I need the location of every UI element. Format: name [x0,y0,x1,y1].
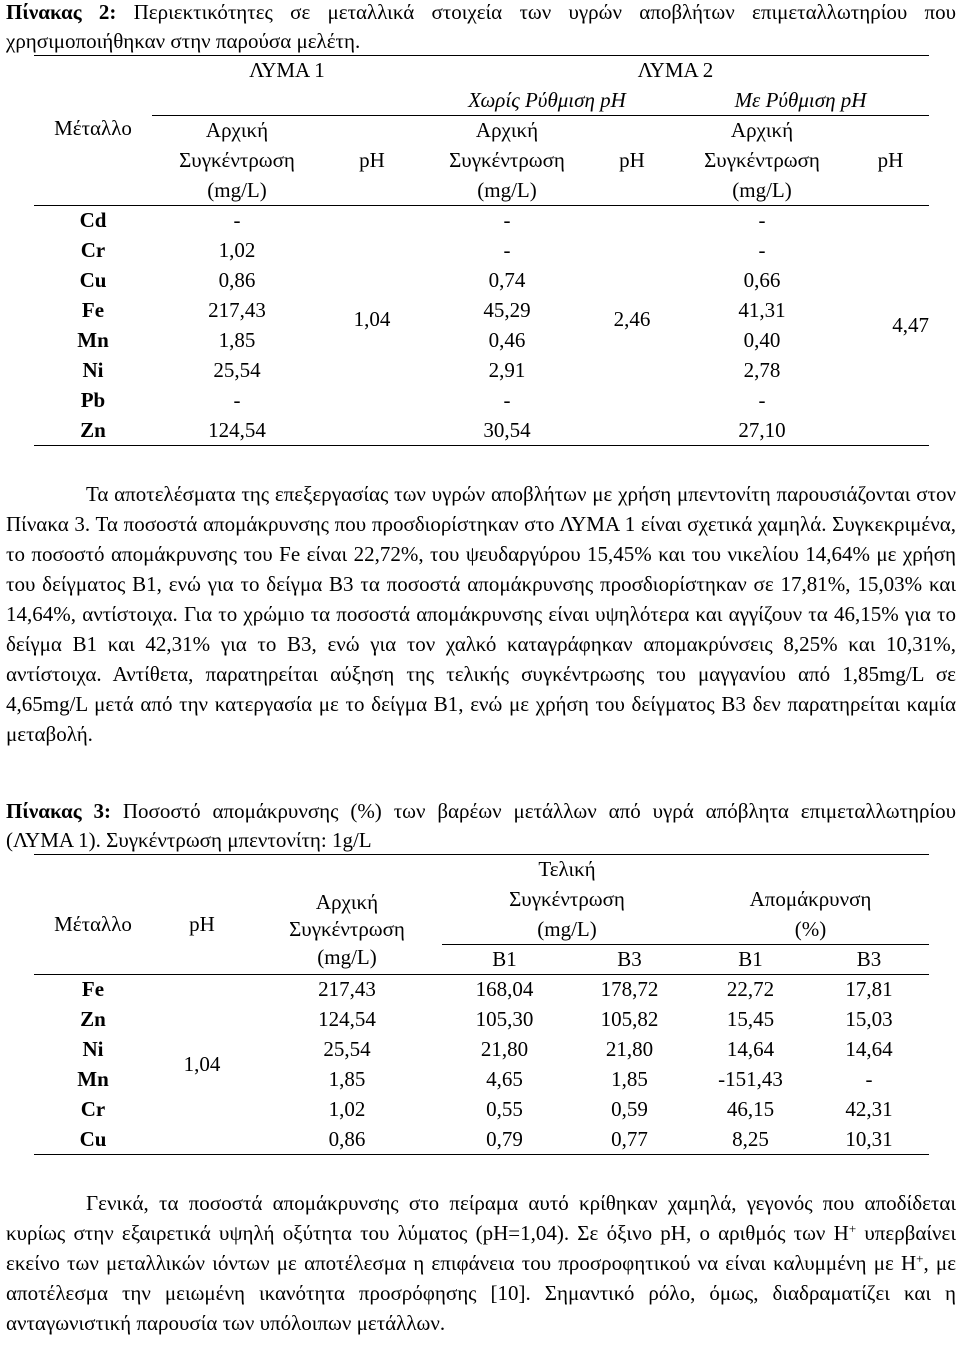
removal-b3-cell: 42,31 [845,1097,893,1121]
removal-b1-cell: -151,43 [718,1067,783,1091]
lyma2-with-ph-conc-cell: - [758,238,766,262]
initial-conc-header-l2: Συγκέντρωση [289,917,405,941]
table3-caption-text: Ποσοστό απομάκρυνσης (%) των βαρέων μετάλλων από υγρά απόβλητα επιμεταλλωτηρίου (ΛΥΜΑ 1). Συγκέντρωση μπεντονίτη: 1g/L [6,799,956,852]
lyma2-no-ph-conc-cell: - [503,388,511,412]
conc-header-l3: (mg/L) [152,176,322,206]
paragraph-conclusion-part3: , με αποτέλεσμα την μειωμένη ικανότητα προσρόφησης [10]. Σημαντικό ρόλο, όμως, διαδραματίζει και η ανταγωνιστική παρουσία των υπόλοιπων μετάλλων. [6,1251,957,1335]
table3-header-ph: pH [189,912,215,936]
ph-header: pH [619,148,645,172]
initial-conc-cell: 0,86 [252,1125,442,1155]
metal-cell: Cr [80,1097,106,1121]
lyma2-no-ph-conc-cell: 0,74 [488,268,526,292]
final-b1-cell: 105,30 [475,1007,534,1031]
metal-cell: Mn [77,328,109,352]
final-b1-header: Β1 [442,945,567,975]
final-conc-header-l1: Τελική [442,855,692,885]
initial-conc-cell: 1,02 [328,1097,366,1121]
removal-b1-cell: 14,64 [726,1037,775,1061]
metal-cell: Zn [80,1007,106,1031]
conc-header-l1: Αρχική [475,118,539,143]
table-row [34,206,929,236]
conc-header-l3: (mg/L) [422,176,592,206]
final-b3-cell: 21,80 [605,1037,654,1061]
lyma2-with-ph-conc-cell: 0,40 [743,328,781,352]
conc-header-l2: Συγκέντρωση [449,148,565,172]
final-b1-cell: 0,55 [486,1097,523,1121]
lyma2-no-ph-conc-cell: - [503,208,511,233]
lyma1-conc-cell: 1,85 [218,328,256,352]
lyma1-conc-cell: - [233,388,241,412]
subheader-with-ph: Με Ρύθμιση pH [672,86,929,116]
conc-header-l2: Συγκέντρωση [179,148,295,172]
initial-conc-cell: 217,43 [318,977,376,1002]
metal-cell: Cu [79,268,107,292]
conc-header-l1: Αρχική [205,118,269,143]
metal-cell: Zn [34,416,152,446]
lyma2-no-ph-conc-cell: 2,91 [488,358,526,382]
superscript-plus: + [848,1221,857,1236]
lyma2-with-ph-ph-cell: 4,47 [852,206,929,446]
final-b1-cell: 0,79 [442,1125,567,1155]
table3-header-metal: Μέταλλο [54,912,132,936]
table-row [34,266,929,296]
lyma2-with-ph-conc-cell: 0,66 [743,268,781,292]
lyma2-no-ph-conc-cell: - [503,238,511,262]
table3-caption-label: Πίνακας 3: [6,799,111,823]
final-b1-cell: 4,65 [486,1067,523,1091]
final-b3-cell: 1,85 [611,1067,648,1091]
lyma1-conc-cell: 124,54 [152,416,322,446]
lyma1-conc-cell: 25,54 [213,358,261,382]
final-b1-cell: 21,80 [480,1037,529,1061]
final-b1-cell: 168,04 [475,977,534,1002]
table2 [34,55,929,446]
initial-conc-cell: 1,85 [328,1067,366,1091]
table-row [34,416,929,446]
paragraph-conclusion-part2: υπερβαίνει εκείνο των μεταλλικών ιόντων με αποτέλεσμα η επιφάνεια του προσροφητικού να είναι καλυμμένη με H [6,1221,956,1275]
final-b3-cell: 0,77 [567,1125,692,1155]
initial-conc-header-l1: Αρχική [315,889,379,914]
removal-b3-cell: 17,81 [845,977,893,1002]
paragraph-conclusion [6,1188,956,1338]
table3 [34,854,929,1155]
ph-header: pH [877,148,904,172]
removal-b1-cell: 46,15 [726,1097,775,1121]
initial-conc-cell: 25,54 [323,1037,371,1061]
table2-caption-label: Πίνακας 2: [6,0,117,24]
metal-cell: Fe [81,977,105,1002]
removal-b3-cell: 15,03 [845,1007,893,1031]
table2-caption-text: Περιεκτικότητες σε μεταλλικά στοιχεία των υγρών αποβλήτων επιμεταλλωτηρίου που χρησιμοποιήθηκαν στην παρούσα μελέτη. [6,0,957,53]
lyma2-no-ph-conc-cell: 45,29 [483,298,531,322]
removal-b1-cell: 22,72 [726,977,775,1002]
lyma2-with-ph-conc-cell: - [758,388,766,412]
removal-b1-cell: 8,25 [692,1125,809,1155]
removal-b1-header: Β1 [692,945,809,975]
lyma1-conc-cell: - [233,208,241,233]
metal-cell: Pb [80,388,106,412]
lyma2-no-ph-conc-cell: 30,54 [422,416,592,446]
table3-caption [6,797,956,855]
group-lyma2: ΛΥΜΑ 2 [422,56,929,86]
removal-b3-cell: - [865,1067,873,1091]
lyma1-conc-cell: 217,43 [208,298,266,322]
lyma2-with-ph-conc-cell: 2,78 [743,358,781,382]
paragraph-results-text: Τα αποτελέσματα της επεξεργασίας των υγρών αποβλήτων με χρήση μπεντονίτη παρουσιάζονται στον Πίνακα 3. Τα ποσοστά απομάκρυνσης που προσδιορίστηκαν στο ΛΥΜΑ 1 είναι σχετικά χαμηλά. Συγκεκριμένα, το ποσοστό απομάκρυνσης του Fe είναι 22,72%, του ψευδαργύρου 15,45% και του νικελίου 14,64% με χρήση του δείγματος Β1, ενώ για το δείγμα Β3 τα ποσοστά απομάκρυνσης προσδιορίστηκαν σε 17,81%, 15,03% και 14,64%, αντίστοιχα. Για το χρώμιο τα ποσοστά απομάκρυνσης είναι υψηλότερα και αγγίζουν τα 46,15% για το δείγμα Β1 και 42,31% για το Β3, ενώ για τον χαλκό καταγράφηκαν απομακρύνσεις 8,25% και 10,31%, αντίστοιχα. Αντίθετα, παρατηρείται αύξηση της τελικής συγκέντρωσης του μαγγανίου από 1,85mg/L σε 4,65mg/L μετά από την κατεργασία με το δείγμα Β1, ενώ με χρήση του δείγματος Β3 δεν παρατηρείται καμία μεταβολή. [6,482,956,746]
lyma2-with-ph-conc-cell: 27,10 [672,416,852,446]
removal-b3-cell: 10,31 [809,1125,929,1155]
final-b3-cell: 105,82 [600,1007,659,1031]
paragraph-conclusion-part1: Γενικά, τα ποσοστά απομάκρυνσης στο πείραμα αυτό κρίθηκαν χαμηλά, γεγονός που αποδίδεται κυρίως στην εξαιρετικά υψηλή οξύτητα του λύματος (pH=1,04). Σε όξινο pH, ο αριθμός των H [6,1191,956,1245]
metal-cell: Ni [82,1037,104,1061]
final-b3-cell: 178,72 [600,977,659,1002]
final-conc-header-l2: Συγκέντρωση [509,887,625,911]
final-b3-cell: 0,59 [611,1097,648,1121]
paragraph-results [6,479,956,749]
lyma1-conc-cell: 0,86 [218,268,256,292]
metal-cell: Fe [81,298,105,322]
removal-b3-cell: 14,64 [845,1037,893,1061]
metal-cell: Mn [77,1067,109,1091]
table-row [34,356,929,386]
conc-header-l3: (mg/L) [672,176,852,206]
removal-b1-cell: 15,45 [726,1007,775,1031]
table2-caption [6,0,956,56]
lyma2-with-ph-conc-cell: - [758,208,766,233]
ph-header: pH [359,148,385,172]
table-row [34,236,929,266]
table-row [34,386,929,416]
table-row [34,975,929,1005]
removal-header-l1: Απομάκρυνση [749,887,872,911]
table2-header-metal: Μέταλλο [34,86,152,206]
subheader-no-ph: Χωρίς Ρύθμιση pH [422,86,672,116]
lyma1-ph-cell: 1,04 [322,206,422,446]
lyma1-conc-cell: 1,02 [218,238,256,262]
conc-header-l1: Αρχική [730,118,794,143]
final-b3-header: Β3 [567,945,692,975]
superscript-plus: + [916,1251,924,1266]
lyma2-no-ph-ph-cell: 2,46 [592,206,672,446]
table-row [34,326,929,356]
final-conc-header-l3: (mg/L) [442,915,692,945]
ph-cell: 1,04 [152,975,252,1155]
initial-conc-cell: 124,54 [318,1007,376,1031]
group-lyma1: ΛΥΜΑ 1 [152,56,422,86]
conc-header-l2: Συγκέντρωση [704,148,820,172]
table-row [34,296,929,326]
metal-cell: Cd [79,208,107,233]
lyma2-with-ph-conc-cell: 41,31 [738,298,786,322]
metal-cell: Ni [82,358,104,382]
removal-b3-header: Β3 [809,945,929,975]
lyma2-no-ph-conc-cell: 0,46 [488,328,526,352]
metal-cell: Cu [34,1125,152,1155]
initial-conc-header-l3: (mg/L) [252,945,442,975]
metal-cell: Cr [80,238,106,262]
removal-header-l2: (%) [692,915,929,945]
